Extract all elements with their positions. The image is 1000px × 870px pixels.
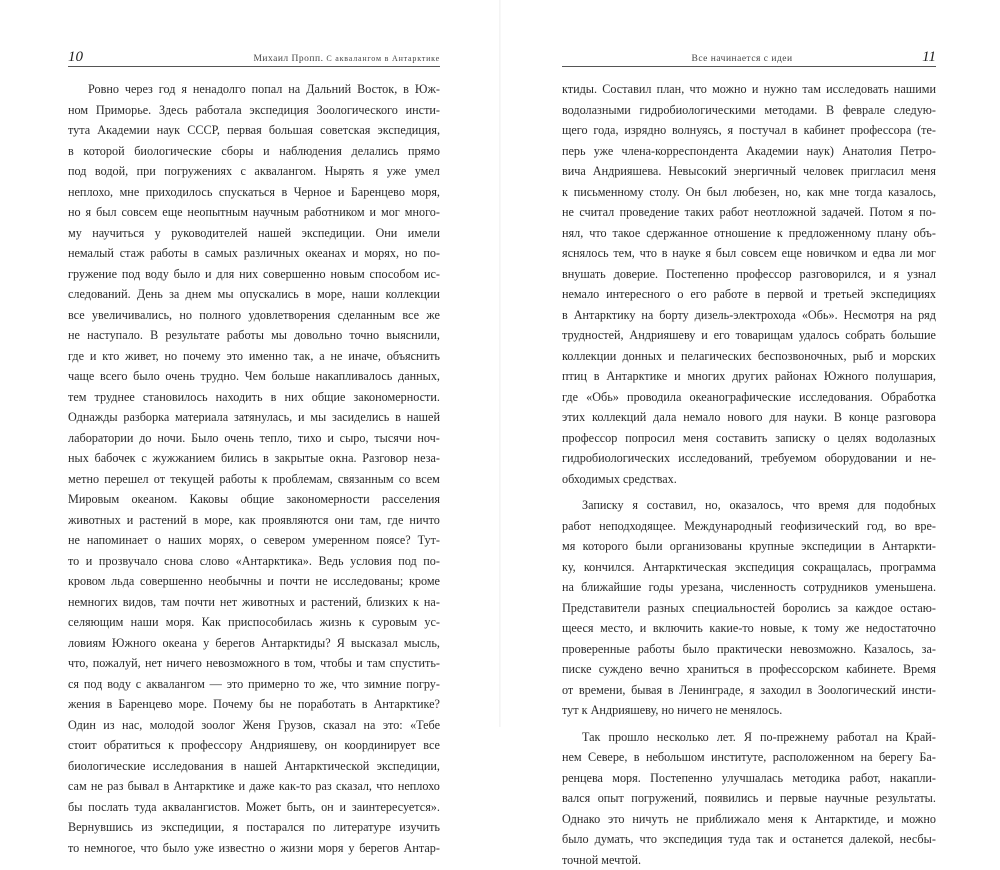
text-line: коллекции донных и пелагических беспозвоночных, рыб и морских: [562, 346, 936, 367]
text-line: Один из нас, молодой зоолог Женя Грузов, сказал на это: «Тебе: [68, 715, 440, 736]
text-line: Представители разных специальностей боролись за каждое остаю-: [562, 598, 936, 619]
text-line: было думать, что экспедиция туда так и останется далекой, несбы-: [562, 829, 936, 850]
text-line: водолазными гидробиологическими методами. В феврале следую-: [562, 100, 936, 121]
text-line: биологические исследования в нашей Антарктической экспедиции,: [68, 756, 440, 777]
text-line: что, пожалуй, нет ничего невозможного в том, чтобы и там спустить-: [68, 653, 440, 674]
text-line: к письменному столу. Он был любезен, но, как мне тогда казалось,: [562, 182, 936, 203]
text-line: лаборатории до ночи. Было очень тепло, тихо и сыро, тысячи ноч-: [68, 428, 440, 449]
text-line: следований. День за днем мы опускались в море, наши коллекции: [68, 284, 440, 305]
text-line: нял, что такое сдержанное отношение к предложенному плану объ-: [562, 223, 936, 244]
text-line: ктиды. Составил план, что можно и нужно там исследовать нашими: [562, 79, 936, 100]
text-line: в которой биологические сборы и наблюдения делались прямо: [68, 141, 440, 162]
text-line: Так прошло несколько лет. Я по-прежнему работал на Край-: [562, 727, 936, 748]
text-line: ку, кончился. Антарктическая экспедиция сокращалась, программа: [562, 557, 936, 578]
text-line: под водой, при погружениях с аквалангом. Нырять я уже умел: [68, 161, 440, 182]
text-line: жения в Баренцево море. Почему бы не поработать в Антарктике?: [68, 694, 440, 715]
text-line: профессор попросил меня составить записку о целях водолазных: [562, 428, 936, 449]
text-line: от времени, бывая в Ленинграде, я заходил в Зоологический инсти-: [562, 680, 936, 701]
text-line: сам не раз бывал в Антарктике и даже как-то раз сказал, что неплохо: [68, 776, 440, 797]
text-line: работ неподходящее. Международный геофизический год, во вре-: [562, 516, 936, 537]
text-line: яснялось тем, что в науке я был совсем еще новичком и едва ли мог: [562, 243, 936, 264]
text-line: мя которого были организованы крупные экспедиции в Антаркти-: [562, 536, 936, 557]
left-running-title: [253, 54, 440, 66]
text-line: немногих видов, там почти нет животных и растений, близких к на-: [68, 592, 440, 613]
text-line: чаще всего было очень трудно. Чем больше накапливалось данных,: [68, 366, 440, 387]
text-line: немалый стаж работы в самых различных океанах и морях, но по-: [68, 243, 440, 264]
text-line: животных и растений в море, как проявляются они там, где ничто: [68, 510, 440, 531]
running-title-book: С аквалангом в Антарктике: [326, 54, 440, 63]
text-line: Записку я составил, но, оказалось, что время для подобных: [562, 495, 936, 516]
text-line: гидробиологических исследований, требуемом оборудовании и не-: [562, 448, 936, 469]
text-line: Однажды разборка материала затянулась, и мы засиделись в нашей: [68, 407, 440, 428]
text-line: трудностей, Андрияшеву и его товарищам удалось собрать большие: [562, 325, 936, 346]
text-line: на ближайшие годы урезана, численность сотрудников уменьшена.: [562, 577, 936, 598]
text-line: то немногое, что было уже известно о жизни моря у берегов Антар-: [68, 838, 440, 859]
text-line: метно перешел от текущей работы к проблемам, связанным со всем: [68, 469, 440, 490]
text-line: где и кто живет, но почему это именно так, а не иначе, объяснить: [68, 346, 440, 367]
text-line: точной мечтой.: [562, 850, 936, 870]
text-line: птиц в Антарктике и многих других районах Южного полушария,: [562, 366, 936, 387]
right-page-body-text: [562, 79, 936, 870]
text-line: ся под воду с аквалангом — это примерно то же, что зимние погру-: [68, 674, 440, 695]
text-line: перь уже члена-корреспондента Академии наук) Анатолия Петро-: [562, 141, 936, 162]
text-line: Однако это ничуть не приближало меня к Антарктиде, и можно: [562, 809, 936, 830]
text-line: тут к Андрияшеву, но ничего не менялось.: [562, 700, 936, 721]
text-line: где «Обь» проводила океанографические исследования. Обработка: [562, 387, 936, 408]
text-line: немало интересного о его работе в первой и третьей экспедициях: [562, 284, 936, 305]
text-line: все увеличивались, но полного удовлетворения сделанным все же: [68, 305, 440, 326]
text-line: Мировым океаном. Каковы общие закономерности расселения: [68, 489, 440, 510]
text-line: ренцева моря. Постепенно улучшалась методика работ, накапли-: [562, 768, 936, 789]
text-line: тута Академии наук СССР, первая большая советская экспедиция,: [68, 120, 440, 141]
text-line: вался опыт погружений, появились и первые научные результаты.: [562, 788, 936, 809]
text-line: гружение под воду было и для них совершенно новым способом ис-: [68, 264, 440, 285]
text-line: кровом льда совершенно необычны и почти не исследованы; кроме: [68, 571, 440, 592]
text-line: Вернувшись из экспедиции, я постарался по литературе изучить: [68, 817, 440, 838]
text-line: этих коллекций дала немало нового для науки. В конце разговора: [562, 407, 936, 428]
text-line: не считал проведение таких работ неотложной задачей. Потом я по-: [562, 202, 936, 223]
text-line: в Антарктику на борту дизель-электрохода «Обь». Несмотря на ряд: [562, 305, 936, 326]
text-line: ловиям Южного океана у берегов Антарктиды? Я высказал мысль,: [68, 633, 440, 654]
text-line: то и прозвучало снова слово «Антарктика». Ведь условия под по-: [68, 551, 440, 572]
text-line: но я был совсем еще неопытным научным работником и мог много-: [68, 202, 440, 223]
text-line: селяющим наши моря. Как приспособилась жизнь к суровым ус-: [68, 612, 440, 633]
right-page-header: [562, 48, 936, 67]
text-line: неплохо, мне приходилось спускаться в Черное и Баренцево моря,: [68, 182, 440, 203]
right-page-number: 11: [922, 50, 936, 66]
text-line: обходимых средствах.: [562, 469, 936, 490]
text-line: ном Приморье. Здесь работала экспедиция Зоологического инсти-: [68, 100, 440, 121]
text-line: нем Севере, в небольшом институте, расположенном на берегу Ба-: [562, 747, 936, 768]
text-line: стоит обратиться к профессору Андрияшеву, он координирует все: [68, 735, 440, 756]
text-line: ных бабочек с жужжанием бились в закрытые окна. Разговор неза-: [68, 448, 440, 469]
right-page: [500, 0, 1000, 727]
text-line: му научиться у руководителей нашей экспедиции. Они имели: [68, 223, 440, 244]
text-line: не наступало. В результате работы мы довольно точно выяснили,: [68, 325, 440, 346]
text-line: щееся место, и включить какие-то новые, к тому же недостаточно: [562, 618, 936, 639]
right-running-title: Все начинается с идеи: [692, 54, 793, 66]
text-line: писке суждено вечно храниться в профессорском кабинете. Время: [562, 659, 936, 680]
left-page: [0, 0, 500, 727]
running-title-author: Михаил Пропп.: [253, 54, 323, 64]
text-line: проверенные работы было практически невозможно. Казалось, за-: [562, 639, 936, 660]
text-line: вича Андрияшева. Невысокий энергичный человек пригласил меня: [562, 161, 936, 182]
text-line: бы послать туда аквалангистов. Может быть, он и заинтересуется».: [68, 797, 440, 818]
text-line: тем труднее становилось находить в них общие закономерности.: [68, 387, 440, 408]
left-page-body-text: [68, 79, 440, 858]
left-page-header: [68, 48, 440, 67]
text-line: внушать доверие. Постепенно профессор разговорился, и я узнал: [562, 264, 936, 285]
left-page-number: 10: [68, 50, 83, 66]
text-line: Ровно через год я ненадолго попал на Дальний Восток, в Юж-: [68, 79, 440, 100]
text-line: не напоминает о наших морях, о севером умеренном поясе? Тут-: [68, 530, 440, 551]
text-line: щего года, изрядно волнуясь, я постучал в кабинет профессора (те-: [562, 120, 936, 141]
